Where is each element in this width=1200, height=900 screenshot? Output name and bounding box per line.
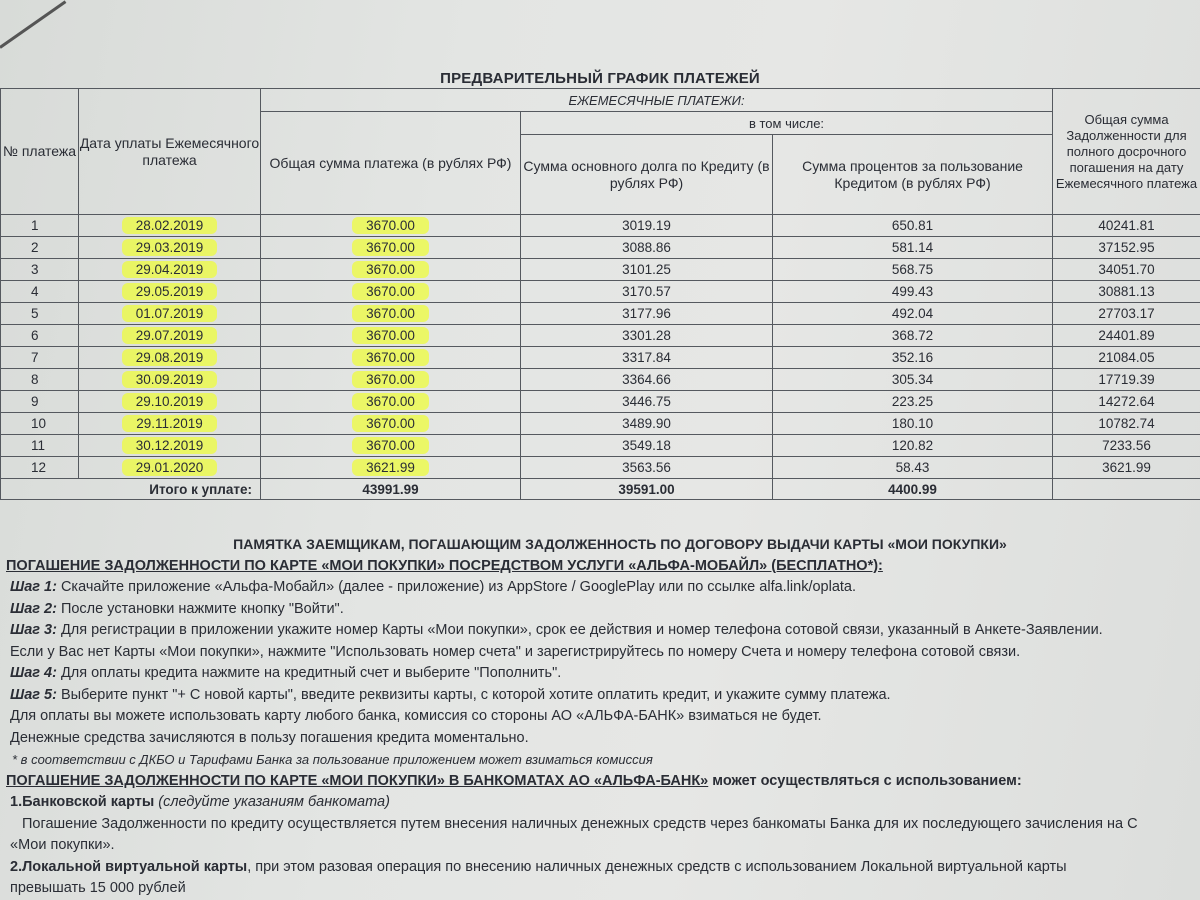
row-remaining: 27703.17 [1053,303,1200,325]
any-bank-line: Для оплаты вы можете использовать карту любого банка, комиссия со стороны АО «АЛЬФА-БАНК» взиматься не будет. [10,708,822,724]
row-date: 29.11.2019 [79,413,261,435]
row-remaining: 40241.81 [1053,215,1200,237]
schedule-row [1,215,1200,237]
row-remaining: 14272.64 [1053,391,1200,413]
row-total: 3670.00 [261,435,521,457]
row-date: 29.10.2019 [79,391,261,413]
row-total: 3670.00 [261,303,521,325]
row-principal: 3549.18 [521,435,773,457]
row-number: 3 [1,259,79,281]
row-interest: 368.72 [773,325,1053,347]
step-line: Шаг 5: Выберите пункт "+ С новой карты", введите реквизиты карты, с которой хотите оплатить кредит, и укажите сумму платежа. [10,686,891,703]
row-total: 3670.00 [261,391,521,413]
schedule-row [1,391,1200,413]
step-line: Шаг 1: Скачайте приложение «Альфа-Мобайл» (далее - приложение) из AppStore / GooglePlay или по ссылке alfa.link/oplata. [10,579,857,595]
row-interest: 180.10 [773,413,1053,435]
schedule-title: ПРЕДВАРИТЕЛЬНЫЙ ГРАФИК ПЛАТЕЖЕЙ [440,70,760,87]
schedule-body [1,215,1200,479]
row-principal: 3563.56 [521,457,773,479]
row-remaining: 34051.70 [1053,259,1200,281]
schedule-row [1,259,1200,281]
row-number: 9 [1,391,79,413]
row-number: 10 [1,413,79,435]
row-number: 6 [1,325,79,347]
schedule-row [1,457,1200,479]
schedule-row [1,281,1200,303]
header-principal: Сумма основного долга по Кредиту (в рублях РФ) [521,135,773,215]
borrower-memo [0,534,1200,900]
row-remaining: 24401.89 [1053,325,1200,347]
row-principal: 3364.66 [521,369,773,391]
memo-heading: ПАМЯТКА ЗАЕМЩИКАМ, ПОГАШАЮЩИМ ЗАДОЛЖЕННОСТЬ ПО ДОГОВОРУ ВЫДАЧИ КАРТЫ «МОИ ПОКУПКИ» [233,536,1007,552]
totals-label: Итого к уплате: [1,479,261,500]
row-date: 29.05.2019 [79,281,261,303]
payment-schedule-table [0,88,1200,500]
row-date: 28.02.2019 [79,215,261,237]
row-principal: 3101.25 [521,259,773,281]
row-interest: 223.25 [773,391,1053,413]
header-interest: Сумма процентов за пользование Кредитом (в рублях РФ) [773,135,1053,215]
row-interest: 568.75 [773,259,1053,281]
section-atm-title: ПОГАШЕНИЕ ЗАДОЛЖЕННОСТИ ПО КАРТЕ «МОИ ПОКУПКИ» В БАНКОМАТАХ АО «АЛЬФА-БАНК» [6,772,709,789]
schedule-row [1,303,1200,325]
row-total: 3670.00 [261,347,521,369]
totals-principal: 39591.00 [521,479,773,500]
row-number: 12 [1,457,79,479]
schedule-row [1,435,1200,457]
totals-total: 43991.99 [261,479,521,500]
item1-line: 1.Банковской карты (следуйте указаниям банкомата) [10,794,390,810]
totals-interest: 4400.99 [773,479,1053,500]
row-number: 11 [1,435,79,457]
row-interest: 581.14 [773,237,1053,259]
row-date: 29.01.2020 [79,457,261,479]
step-line: Шаг 4: Для оплаты кредита нажмите на кредитный счет и выберите "Пополнить". [10,665,562,681]
row-remaining: 21084.05 [1053,347,1200,369]
row-principal: 3088.86 [521,237,773,259]
schedule-row [1,237,1200,259]
schedule-row [1,325,1200,347]
no-card-line: Если у Вас нет Карты «Мои покупки», нажмите "Использовать номер счета" и зарегистрируйтесь по номеру Счета и номеру телефона сотовой связи. [10,643,1021,660]
section-atm-line: ПОГАШЕНИЕ ЗАДОЛЖЕННОСТИ ПО КАРТЕ «МОИ ПОКУПКИ» В БАНКОМАТАХ АО «АЛЬФА-БАНК» может осуществляться с использованием: [6,772,1022,789]
header-payment-date: Дата уплаты Ежемесячного платежа [79,89,261,215]
schedule-row [1,347,1200,369]
schedule-row [1,369,1200,391]
row-date: 30.12.2019 [79,435,261,457]
row-remaining: 17719.39 [1053,369,1200,391]
row-total: 3621.99 [261,457,521,479]
row-principal: 3170.57 [521,281,773,303]
row-principal: 3177.96 [521,303,773,325]
header-total-payment: Общая сумма платежа (в рублях РФ) [261,112,521,215]
row-total: 3670.00 [261,369,521,391]
row-interest: 305.34 [773,369,1053,391]
row-interest: 120.82 [773,435,1053,457]
row-total: 3670.00 [261,281,521,303]
totals-row [1,479,1200,500]
header-including: в том числе: [521,112,1053,135]
step-line: Шаг 3: Для регистрации в приложении укажите номер Карты «Мои покупки», срок ее действия и номер телефона сотовой связи, указанный в Анкете-Заявлении. [10,622,1103,638]
row-total: 3670.00 [261,325,521,347]
row-interest: 352.16 [773,347,1053,369]
header-remaining-debt: Общая сумма Задолженности для полного досрочного погашения на дату Ежемесячного платежа [1053,89,1200,215]
row-date: 01.07.2019 [79,303,261,325]
step-line: Шаг 2: После установки нажмите кнопку "Войти". [10,600,344,617]
row-date: 29.08.2019 [79,347,261,369]
row-principal: 3446.75 [521,391,773,413]
row-total: 3670.00 [261,237,521,259]
item1-text2: «Мои покупки». [10,837,115,853]
row-number: 2 [1,237,79,259]
row-interest: 58.43 [773,457,1053,479]
row-principal: 3489.90 [521,413,773,435]
item2-text2: превышать 15 000 рублей [10,880,186,896]
row-date: 29.04.2019 [79,259,261,281]
row-interest: 499.43 [773,281,1053,303]
schedule-row [1,413,1200,435]
row-remaining: 37152.95 [1053,237,1200,259]
item2-line: 2.Локальной виртуальной карты, при этом разовая операция по внесению наличных денежных средств с использованием Локальной виртуальной карты [10,858,1067,875]
row-remaining: 30881.13 [1053,281,1200,303]
row-total: 3670.00 [261,259,521,281]
row-total: 3670.00 [261,413,521,435]
row-number: 8 [1,369,79,391]
item1-text: Погашение Задолженности по кредиту осуществляется путем внесения наличных денежных средств через банкоматы Банка для их последующего зачисления на С [22,815,1138,832]
row-date: 29.07.2019 [79,325,261,347]
row-number: 1 [1,215,79,237]
row-number: 5 [1,303,79,325]
totals-empty [1053,479,1200,500]
row-date: 29.03.2019 [79,237,261,259]
footnote: * в соответствии с ДКБО и Тарифами Банка за пользование приложением может взиматься комиссия [12,752,653,767]
row-interest: 650.81 [773,215,1053,237]
header-payment-number: № платежа [1,89,79,215]
row-remaining: 10782.74 [1053,413,1200,435]
row-interest: 492.04 [773,303,1053,325]
header-monthly-payments: ЕЖЕМЕСЯЧНЫЕ ПЛАТЕЖИ: [261,89,1053,112]
row-principal: 3317.84 [521,347,773,369]
row-principal: 3301.28 [521,325,773,347]
row-remaining: 7233.56 [1053,435,1200,457]
row-date: 30.09.2019 [79,369,261,391]
instant-line: Денежные средства зачисляются в пользу погашения кредита моментально. [10,729,529,746]
pin-mark [0,0,66,48]
row-number: 4 [1,281,79,303]
row-principal: 3019.19 [521,215,773,237]
row-number: 7 [1,347,79,369]
row-total: 3670.00 [261,215,521,237]
section-mobile-title: ПОГАШЕНИЕ ЗАДОЛЖЕННОСТИ ПО КАРТЕ «МОИ ПОКУПКИ» ПОСРЕДСТВОМ УСЛУГИ «АЛЬФА-МОБАЙЛ» (БЕСПЛАТНО*): [6,557,883,574]
row-remaining: 3621.99 [1053,457,1200,479]
